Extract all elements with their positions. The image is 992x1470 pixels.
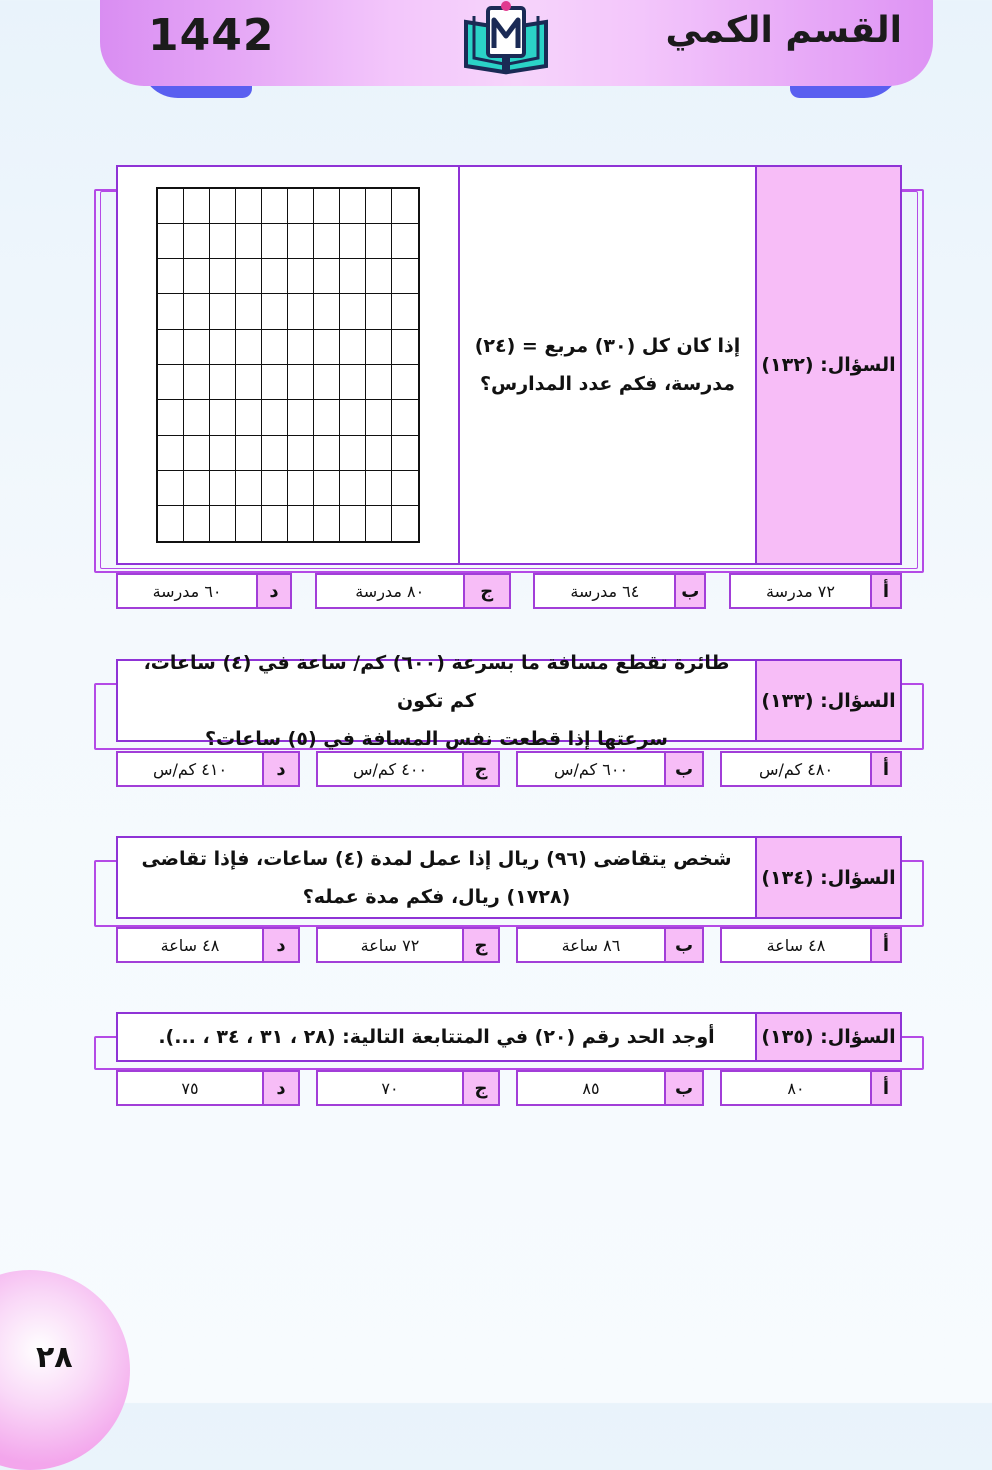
option-d[interactable] — [116, 927, 300, 963]
grid-cell — [184, 471, 210, 506]
grid-cell — [236, 400, 262, 435]
question-block-133 — [94, 651, 924, 750]
grid-cell — [366, 436, 392, 471]
option-letter: ب — [664, 927, 704, 963]
grid-cell — [392, 189, 418, 224]
option-d[interactable] — [116, 573, 292, 609]
option-letter: ج — [463, 573, 511, 609]
question-block-134 — [94, 836, 924, 919]
answer-options-133 — [116, 751, 902, 787]
grid-cell — [158, 189, 184, 224]
option-letter: ج — [462, 927, 500, 963]
option-letter: د — [262, 1070, 300, 1106]
option-letter: ب — [664, 751, 704, 787]
grid-cell — [314, 471, 340, 506]
question-text — [118, 838, 755, 917]
grid-cell — [340, 400, 366, 435]
grid-cell — [236, 506, 262, 541]
grid-cell — [236, 365, 262, 400]
grid-cell — [236, 259, 262, 294]
answer-options-134 — [116, 927, 902, 963]
answer-options-132 — [116, 573, 902, 609]
question-block-132 — [94, 165, 924, 565]
question-label: السؤال: (١٣٢) — [755, 167, 900, 563]
question-box — [116, 836, 902, 919]
grid-cell — [392, 259, 418, 294]
grid-cell — [210, 224, 236, 259]
option-letter: ج — [462, 1070, 500, 1106]
grid-cell — [158, 294, 184, 329]
grid-cell — [392, 365, 418, 400]
square-grid — [156, 187, 421, 544]
grid-cell — [288, 365, 314, 400]
option-value: ٤٨ ساعة — [116, 927, 262, 963]
grid-cell — [340, 365, 366, 400]
option-value: ٨٠ مدرسة — [315, 573, 463, 609]
grid-cell — [314, 259, 340, 294]
grid-cell — [314, 436, 340, 471]
question-label: السؤال: (١٣٣) — [755, 661, 900, 740]
option-letter: ب — [664, 1070, 704, 1106]
grid-cell — [236, 294, 262, 329]
option-letter: د — [262, 751, 300, 787]
grid-cell — [262, 436, 288, 471]
grid-cell — [158, 436, 184, 471]
question-block-135 — [94, 1012, 924, 1062]
option-value: ٧٠ — [316, 1070, 462, 1106]
book-m-logo-icon — [458, 0, 554, 76]
grid-cell — [210, 436, 236, 471]
grid-cell — [392, 506, 418, 541]
option-letter: أ — [870, 751, 902, 787]
grid-cell — [340, 330, 366, 365]
option-value: ٤١٠ كم/س — [116, 751, 262, 787]
option-value: ٤٨٠ كم/س — [720, 751, 870, 787]
grid-cell — [158, 330, 184, 365]
grid-cell — [210, 365, 236, 400]
grid-cell — [366, 224, 392, 259]
grid-cell — [288, 330, 314, 365]
option-letter: أ — [870, 573, 902, 609]
grid-cell — [340, 259, 366, 294]
grid-cell — [392, 330, 418, 365]
grid-cell — [314, 189, 340, 224]
question-text-line: مدرسة، فكم عدد المدارس؟ — [479, 373, 736, 395]
grid-cell — [262, 471, 288, 506]
grid-cell — [366, 365, 392, 400]
option-c[interactable] — [316, 1070, 500, 1106]
question-text — [118, 651, 755, 750]
grid-cell — [392, 224, 418, 259]
option-b[interactable] — [516, 751, 704, 787]
option-value: ٨٠ — [720, 1070, 870, 1106]
option-a[interactable] — [720, 927, 902, 963]
grid-cell — [236, 189, 262, 224]
grid-cell — [262, 189, 288, 224]
option-c[interactable] — [316, 751, 500, 787]
grid-cell — [262, 400, 288, 435]
grid-figure — [118, 167, 460, 563]
option-letter: أ — [870, 1070, 902, 1106]
grid-cell — [236, 471, 262, 506]
grid-cell — [392, 400, 418, 435]
grid-cell — [184, 436, 210, 471]
grid-cell — [262, 294, 288, 329]
grid-cell — [158, 400, 184, 435]
grid-cell — [262, 224, 288, 259]
grid-cell — [158, 224, 184, 259]
grid-cell — [210, 189, 236, 224]
question-box — [116, 1012, 902, 1062]
option-b[interactable] — [533, 573, 706, 609]
option-letter: د — [262, 927, 300, 963]
grid-cell — [262, 259, 288, 294]
grid-cell — [184, 294, 210, 329]
grid-cell — [236, 330, 262, 365]
question-text — [460, 167, 755, 563]
option-b[interactable] — [516, 927, 704, 963]
question-box — [116, 165, 902, 565]
grid-cell — [158, 365, 184, 400]
grid-cell — [184, 189, 210, 224]
grid-cell — [210, 506, 236, 541]
grid-cell — [210, 294, 236, 329]
option-value: ٦٠٠ كم/س — [516, 751, 664, 787]
option-c[interactable] — [315, 573, 511, 609]
grid-cell — [288, 471, 314, 506]
option-value: ٤٨ ساعة — [720, 927, 870, 963]
grid-cell — [184, 400, 210, 435]
grid-cell — [210, 400, 236, 435]
grid-cell — [392, 471, 418, 506]
question-text-line: طائرة تقطع مسافة ما بسرعة (٦٠٠) كم/ ساعة في (٤) ساعات، كم تكون — [143, 651, 730, 712]
grid-cell — [288, 436, 314, 471]
grid-cell — [210, 259, 236, 294]
grid-cell — [184, 224, 210, 259]
grid-cell — [314, 224, 340, 259]
grid-cell — [366, 471, 392, 506]
grid-cell — [288, 506, 314, 541]
grid-cell — [340, 224, 366, 259]
option-a[interactable] — [729, 573, 902, 609]
option-value: ٧٢ مدرسة — [729, 573, 870, 609]
option-letter: أ — [870, 927, 902, 963]
section-title: القسم الكمي — [665, 10, 902, 51]
question-label: السؤال: (١٣٤) — [755, 838, 900, 917]
grid-cell — [288, 189, 314, 224]
option-b[interactable] — [516, 1070, 704, 1106]
grid-cell — [314, 330, 340, 365]
grid-cell — [158, 259, 184, 294]
grid-cell — [392, 436, 418, 471]
grid-cell — [288, 294, 314, 329]
grid-cell — [340, 189, 366, 224]
grid-cell — [158, 506, 184, 541]
grid-cell — [366, 400, 392, 435]
grid-cell — [314, 365, 340, 400]
question-text-line: سرعتها إذا قطعت نفس المسافة في (٥) ساعات؟ — [205, 727, 668, 750]
grid-cell — [288, 224, 314, 259]
grid-cell — [366, 294, 392, 329]
grid-cell — [366, 506, 392, 541]
option-value: ٦٠ مدرسة — [116, 573, 256, 609]
grid-cell — [366, 330, 392, 365]
grid-cell — [262, 330, 288, 365]
grid-cell — [210, 330, 236, 365]
grid-cell — [366, 259, 392, 294]
answer-options-135 — [116, 1070, 902, 1106]
grid-cell — [184, 506, 210, 541]
option-d[interactable] — [116, 751, 300, 787]
question-label: السؤال: (١٣٥) — [755, 1014, 900, 1060]
option-letter: د — [256, 573, 292, 609]
option-a[interactable] — [720, 751, 902, 787]
grid-cell — [184, 259, 210, 294]
option-value: ٧٥ — [116, 1070, 262, 1106]
grid-cell — [236, 224, 262, 259]
option-d[interactable] — [116, 1070, 300, 1106]
grid-cell — [314, 400, 340, 435]
question-text-line: (١٧٢٨) ريال، فكم مدة عمله؟ — [302, 885, 571, 908]
grid-cell — [392, 294, 418, 329]
option-letter: ج — [462, 751, 500, 787]
option-value: ٤٠٠ كم/س — [316, 751, 462, 787]
grid-cell — [262, 506, 288, 541]
question-text-line: أوجد الحد رقم (٢٠) في المتتابعة التالية: (٢٨ ، ٣١ ، ٣٤ ، ...). — [158, 1026, 715, 1048]
grid-cell — [340, 506, 366, 541]
grid-cell — [288, 259, 314, 294]
question-box — [116, 651, 902, 750]
grid-cell — [184, 365, 210, 400]
page-number: ٢٨ — [36, 1340, 73, 1375]
grid-cell — [262, 365, 288, 400]
question-text-line: إذا كان كل (٣٠) مربع = (٢٤) — [474, 335, 741, 357]
grid-cell — [366, 189, 392, 224]
grid-cell — [340, 471, 366, 506]
grid-cell — [288, 400, 314, 435]
question-text-line: شخص يتقاضى (٩٦) ريال إذا عمل لمدة (٤) ساعات، فإذا تقاضى — [141, 847, 732, 870]
grid-cell — [340, 294, 366, 329]
header-year: 1442 — [148, 10, 275, 61]
grid-cell — [236, 436, 262, 471]
grid-cell — [210, 471, 236, 506]
option-value: ٦٤ مدرسة — [533, 573, 674, 609]
option-value: ٨٥ — [516, 1070, 664, 1106]
option-c[interactable] — [316, 927, 500, 963]
grid-cell — [184, 330, 210, 365]
option-value: ٧٢ ساعة — [316, 927, 462, 963]
option-letter: ب — [674, 573, 706, 609]
grid-cell — [314, 294, 340, 329]
grid-cell — [314, 506, 340, 541]
grid-cell — [158, 471, 184, 506]
question-text — [118, 1014, 755, 1060]
option-a[interactable] — [720, 1070, 902, 1106]
option-value: ٨٦ ساعة — [516, 927, 664, 963]
grid-cell — [340, 436, 366, 471]
